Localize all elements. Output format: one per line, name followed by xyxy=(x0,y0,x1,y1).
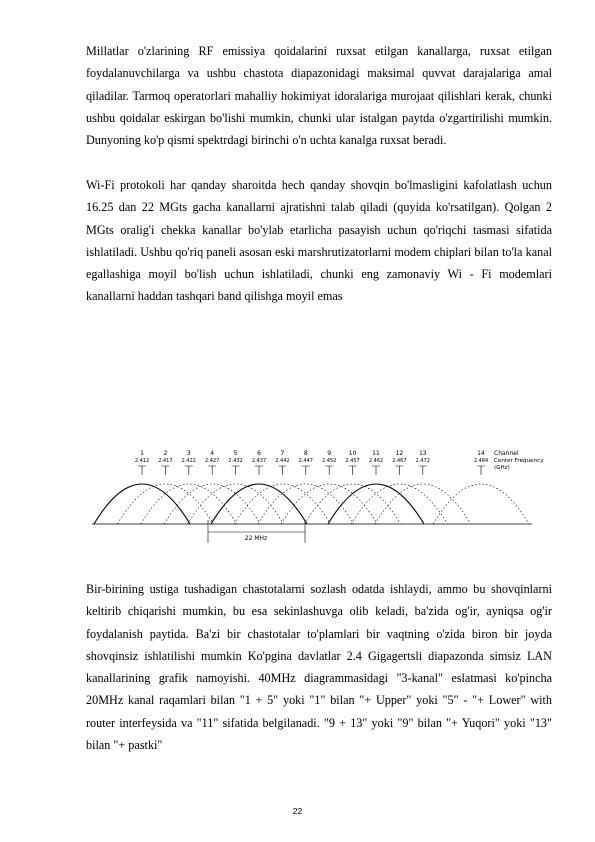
channel-arc-12 xyxy=(351,484,447,524)
channel-tick-11 xyxy=(372,466,380,475)
channel-frequency-2: 2.417 xyxy=(158,458,173,464)
channel-arc-5 xyxy=(188,484,284,524)
channel-arc-6 xyxy=(211,484,307,524)
channel-tick-9 xyxy=(325,466,333,475)
channel-frequency-5: 2.432 xyxy=(228,458,243,464)
channel-frequency-14: 2.484 xyxy=(473,458,489,464)
channel-frequency-4: 2.427 xyxy=(205,458,220,464)
channel-frequency-3: 2.422 xyxy=(181,458,196,464)
channel-arc-3 xyxy=(141,484,237,524)
channel-number-6: 6 xyxy=(257,450,261,457)
channel-tick-13 xyxy=(419,466,427,475)
channel-tick-14 xyxy=(477,466,485,475)
wifi-channel-diagram xyxy=(86,444,554,546)
paragraph-2: Wi-Fi protokoli har qanday sharoitda hech qanday shovqin bo'lmasligini kafolatlash uchun 16.25 dan 22 MGts gacha kanallarni ajratishni talab qiladi (quyida ko'rsatilgan). Qolgan 2 MGts oralig'i chekka kanallar bo'ylab etarlicha pasayish uchun qo'riqchi tasmasi sifatida ishlatiladi. Ushbu qo'riq paneli asosan eski marshrutizatorlarni modem chiplari bilan to'la kanal egallashiga moyil bo'lish uchun ishlatiladi, chunki eng zamonaviy Wi - Fi modemlari kanallarni haddan tashqari band qilishga moyil emas xyxy=(86,178,552,304)
channel-arc-11 xyxy=(328,484,424,524)
channel-tick-7 xyxy=(278,466,286,475)
legend-channel-label: Channel xyxy=(494,450,519,457)
bandwidth-label: 22 MHz xyxy=(244,535,268,542)
channel-frequency-12: 2.467 xyxy=(392,458,407,464)
channel-arc-9 xyxy=(281,484,377,524)
channel-number-10: 10 xyxy=(348,450,357,457)
channel-frequency-9: 2.452 xyxy=(322,458,337,464)
channel-tick-5 xyxy=(232,466,240,475)
channel-arc-7 xyxy=(234,484,330,524)
channel-number-2: 2 xyxy=(163,450,168,457)
channel-frequency-1: 2.412 xyxy=(134,458,150,464)
channel-tick-2 xyxy=(161,466,169,475)
channel-number-1: 1 xyxy=(140,450,144,457)
channel-frequency-11: 2.462 xyxy=(368,458,384,464)
channel-frequency-13: 2.472 xyxy=(415,458,430,464)
channel-number-5: 5 xyxy=(233,450,238,457)
channel-tick-10 xyxy=(349,466,357,475)
channel-tick-12 xyxy=(395,466,403,475)
channel-tick-6 xyxy=(255,466,263,475)
channel-arc-8 xyxy=(258,484,354,524)
channel-number-13: 13 xyxy=(418,450,427,457)
channel-number-14: 14 xyxy=(477,450,485,457)
channel-arc-13 xyxy=(375,484,471,524)
channel-number-7: 7 xyxy=(280,450,285,457)
channel-arc-14 xyxy=(433,484,529,524)
channel-frequency-7: 2.442 xyxy=(275,458,290,464)
channel-arc-10 xyxy=(305,484,401,524)
channel-arc-2 xyxy=(117,484,213,524)
channel-frequency-10: 2.457 xyxy=(345,458,360,464)
channel-number-11: 11 xyxy=(372,450,380,457)
paragraph-3: Bir-birining ustiga tushadigan chastotalarni sozlash odatda ishlaydi, ammo bu shovqinlarni keltirib chiqarishi mumkin, bu esa sekinlashuvga olib keladi, ba'zida og'ir, ayniqsa og'ir foydalanish paytida. Ba'zi bir chastotalar to'plamlari bir vaqtning o'zida biron bir joyda shovqinsiz ishlatilishi mumkin Ko'pgina davlatlar 2.4 Gigagertsli diapazonda simsiz LAN kanallarining grafik namoyishi. 40MHz diagrammasidagi "3-kanal" eslatmasi ko'pincha 20MHz kanal raqamlari bilan "1 + 5" yoki "1" bilan "+ Upper" yoki "5" - "+ Lower" with router interfeysida va "11" sifatida belgilanadi. "9 + 13" yoki "9" bilan "+ Yuqori" yoki "13" bilan "+ pastki" xyxy=(86,582,552,753)
channel-tick-8 xyxy=(302,466,310,475)
channel-number-12: 12 xyxy=(395,450,404,457)
channel-number-3: 3 xyxy=(186,450,191,457)
channel-frequency-8: 2.447 xyxy=(298,458,313,464)
channel-number-8: 8 xyxy=(303,450,308,457)
channel-tick-4 xyxy=(208,466,216,475)
channel-arc-4 xyxy=(164,484,260,524)
channel-overlap-figure xyxy=(86,444,554,546)
channel-number-9: 9 xyxy=(327,450,332,457)
channel-tick-1 xyxy=(138,466,146,475)
page-number: 22 xyxy=(292,806,303,816)
channel-tick-3 xyxy=(185,466,193,475)
channel-number-4: 4 xyxy=(210,450,215,457)
legend-unit-label: (GHz) xyxy=(494,465,510,471)
legend-center-frequency-label: Center Frequency xyxy=(494,458,544,464)
channel-frequency-6: 2.437 xyxy=(251,458,267,464)
paragraph-1: Millatlar o'zlarining RF emissiya qoidalarini ruxsat etilgan kanallarga, ruxsat etilgan foydalanuvchilarga va ushbu chastota diapazonidagi maksimal quvvat darajalariga amal qiladilar. Tarmoq operatorlari mahalliy hokimiyat idoralariga murojaat qilishlari kerak, chunki ushbu qoidalar eskirgan bo'lishi mumkin, chunki ular istalgan paytda o'zgartirilishi mumkin. Dunyoning ko'p qismi spektrdagi birinchi o'n uchta kanalga ruxsat beradi. xyxy=(86,44,552,148)
channel-arc-1 xyxy=(94,484,190,524)
